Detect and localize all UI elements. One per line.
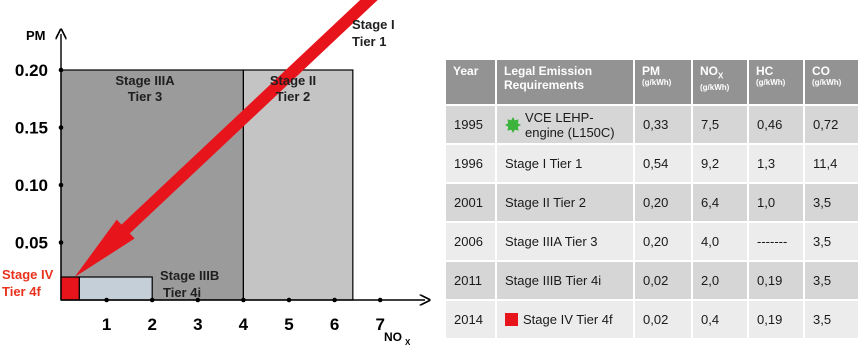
x-tick-dot: [241, 298, 246, 303]
y-tick-dot: [59, 240, 64, 245]
y-tick-label: 0.10: [14, 176, 48, 195]
cell-nox: 6,4: [693, 184, 749, 223]
cell-year: 1995: [446, 106, 497, 145]
requirement-text: VCE LEHP-engine (L150C): [525, 109, 615, 140]
cell-hc: 0,46: [749, 106, 805, 145]
zone-sublabel-tier-4i: Tier 4i: [163, 285, 202, 300]
x-tick-dot: [287, 298, 292, 303]
header-requirements: Legal Emission Requirements: [497, 60, 635, 106]
y-tick-label: 0.15: [14, 118, 48, 138]
cell-requirement: [497, 262, 635, 301]
header-pm: PM (g/kWh): [635, 60, 693, 106]
cell-pm: 0,54: [635, 145, 693, 184]
cell-hc: 1,3: [749, 145, 805, 184]
cell-co: 3,5: [805, 223, 860, 262]
cell-co: 11,4: [805, 145, 860, 184]
x-tick-dot: [104, 298, 109, 303]
cell-pm: 0,02: [635, 262, 693, 301]
zone-sublabel-tier-3: Tier 3: [127, 89, 163, 104]
x-tick-label: 7: [375, 315, 385, 334]
table-header-row: [446, 60, 860, 106]
cell-requirement: [497, 106, 635, 145]
header-nox: $NO_X$ (g/kWh): [693, 60, 749, 106]
cell-hc: 0,19: [749, 301, 805, 340]
cell-requirement: [497, 145, 635, 184]
zone-label-stage-iiia: Stage IIIA: [115, 73, 175, 88]
header-co: CO (g/kWh): [805, 60, 860, 106]
requirement-text: Stage IIIA Tier 3: [505, 234, 598, 249]
header-hc: HC (g/kWh): [749, 60, 805, 106]
header-nox-unit: (g/kWh): [700, 83, 730, 93]
table-row: [446, 106, 860, 145]
cell-co: 3,5: [805, 184, 860, 223]
emission-table: [446, 60, 860, 340]
zone-stage-iiib: [79, 277, 152, 300]
cell-hc: 1,0: [749, 184, 805, 223]
zone-label-stage-iiib: Stage IIIB: [160, 268, 220, 283]
square-icon: [505, 313, 518, 326]
x-axis-label-subscript: X: [405, 338, 411, 347]
cell-hc: 0,19: [749, 262, 805, 301]
header-co-unit: (g/kWh): [812, 78, 842, 87]
x-tick-label: 1: [101, 315, 112, 334]
y-tick-dot: [59, 125, 64, 130]
cell-nox: 7,5: [693, 106, 749, 145]
y-tick-label: 0.05: [14, 233, 48, 253]
stage-i-label: Stage I: [352, 17, 395, 32]
cell-year: 2006: [446, 223, 497, 262]
x-tick-label: 5: [284, 315, 294, 334]
cell-co: 3,5: [805, 262, 860, 301]
requirement-text: Stage IIIB Tier 4i: [505, 273, 602, 288]
cell-pm: 0,20: [635, 223, 693, 262]
cell-hc: -------: [749, 223, 805, 262]
table-row: [446, 145, 860, 184]
table-row: [446, 262, 860, 301]
x-tick-label: 4: [238, 315, 249, 334]
cell-pm: 0,33: [635, 106, 693, 145]
cell-requirement: [497, 223, 635, 262]
x-tick-label: 6: [329, 315, 340, 334]
zone-sublabel-tier-2: Tier 2: [275, 89, 311, 104]
cell-pm: 0,20: [635, 184, 693, 223]
x-tick-dot: [378, 298, 383, 303]
header-hc-unit: (g/kWh): [756, 78, 786, 87]
header-pm-unit: (g/kWh): [642, 78, 672, 87]
cell-nox: 9,2: [693, 145, 749, 184]
cell-co: 0,72: [805, 106, 860, 145]
x-axis-label: NO: [384, 330, 402, 344]
cell-requirement: [497, 301, 635, 340]
cell-co: 3,5: [805, 301, 860, 340]
cell-nox: 2,0: [693, 262, 749, 301]
zone-label-stage-ii: Stage II: [269, 73, 317, 88]
cell-year: 2011: [446, 262, 497, 301]
cell-year: 2014: [446, 301, 497, 340]
x-tick-label: 3: [193, 315, 203, 334]
x-tick-label: 2: [147, 315, 157, 334]
table-row: [446, 301, 860, 340]
cell-requirement: [497, 184, 635, 223]
header-year: Year: [446, 60, 497, 106]
stage-i-sublabel: Tier 1: [352, 34, 387, 49]
y-tick-label: 0.20: [14, 61, 48, 80]
zone-label-stage-iv: Stage IV: [2, 267, 54, 282]
y-tick-dot: [59, 68, 64, 73]
table-row: [446, 223, 860, 262]
requirement-text: Stage II Tier 2: [505, 195, 586, 210]
cell-nox: 0,4: [693, 301, 749, 340]
x-tick-dot: [150, 298, 155, 303]
cell-year: 2001: [446, 184, 497, 223]
requirement-text: Stage IV Tier 4f: [523, 312, 613, 327]
zone-stage-iv: [61, 277, 79, 300]
cell-pm: 0,02: [635, 301, 693, 340]
y-axis-label: PM: [26, 28, 46, 43]
star-icon: [505, 117, 521, 133]
cell-year: 1996: [446, 145, 497, 184]
cell-nox: 4,0: [693, 223, 749, 262]
table-row: [446, 184, 860, 223]
y-tick-dot: [59, 183, 64, 188]
x-tick-dot: [332, 298, 337, 303]
requirement-text: Stage I Tier 1: [505, 156, 583, 171]
zone-sublabel-tier-4f: Tier 4f: [2, 284, 41, 299]
